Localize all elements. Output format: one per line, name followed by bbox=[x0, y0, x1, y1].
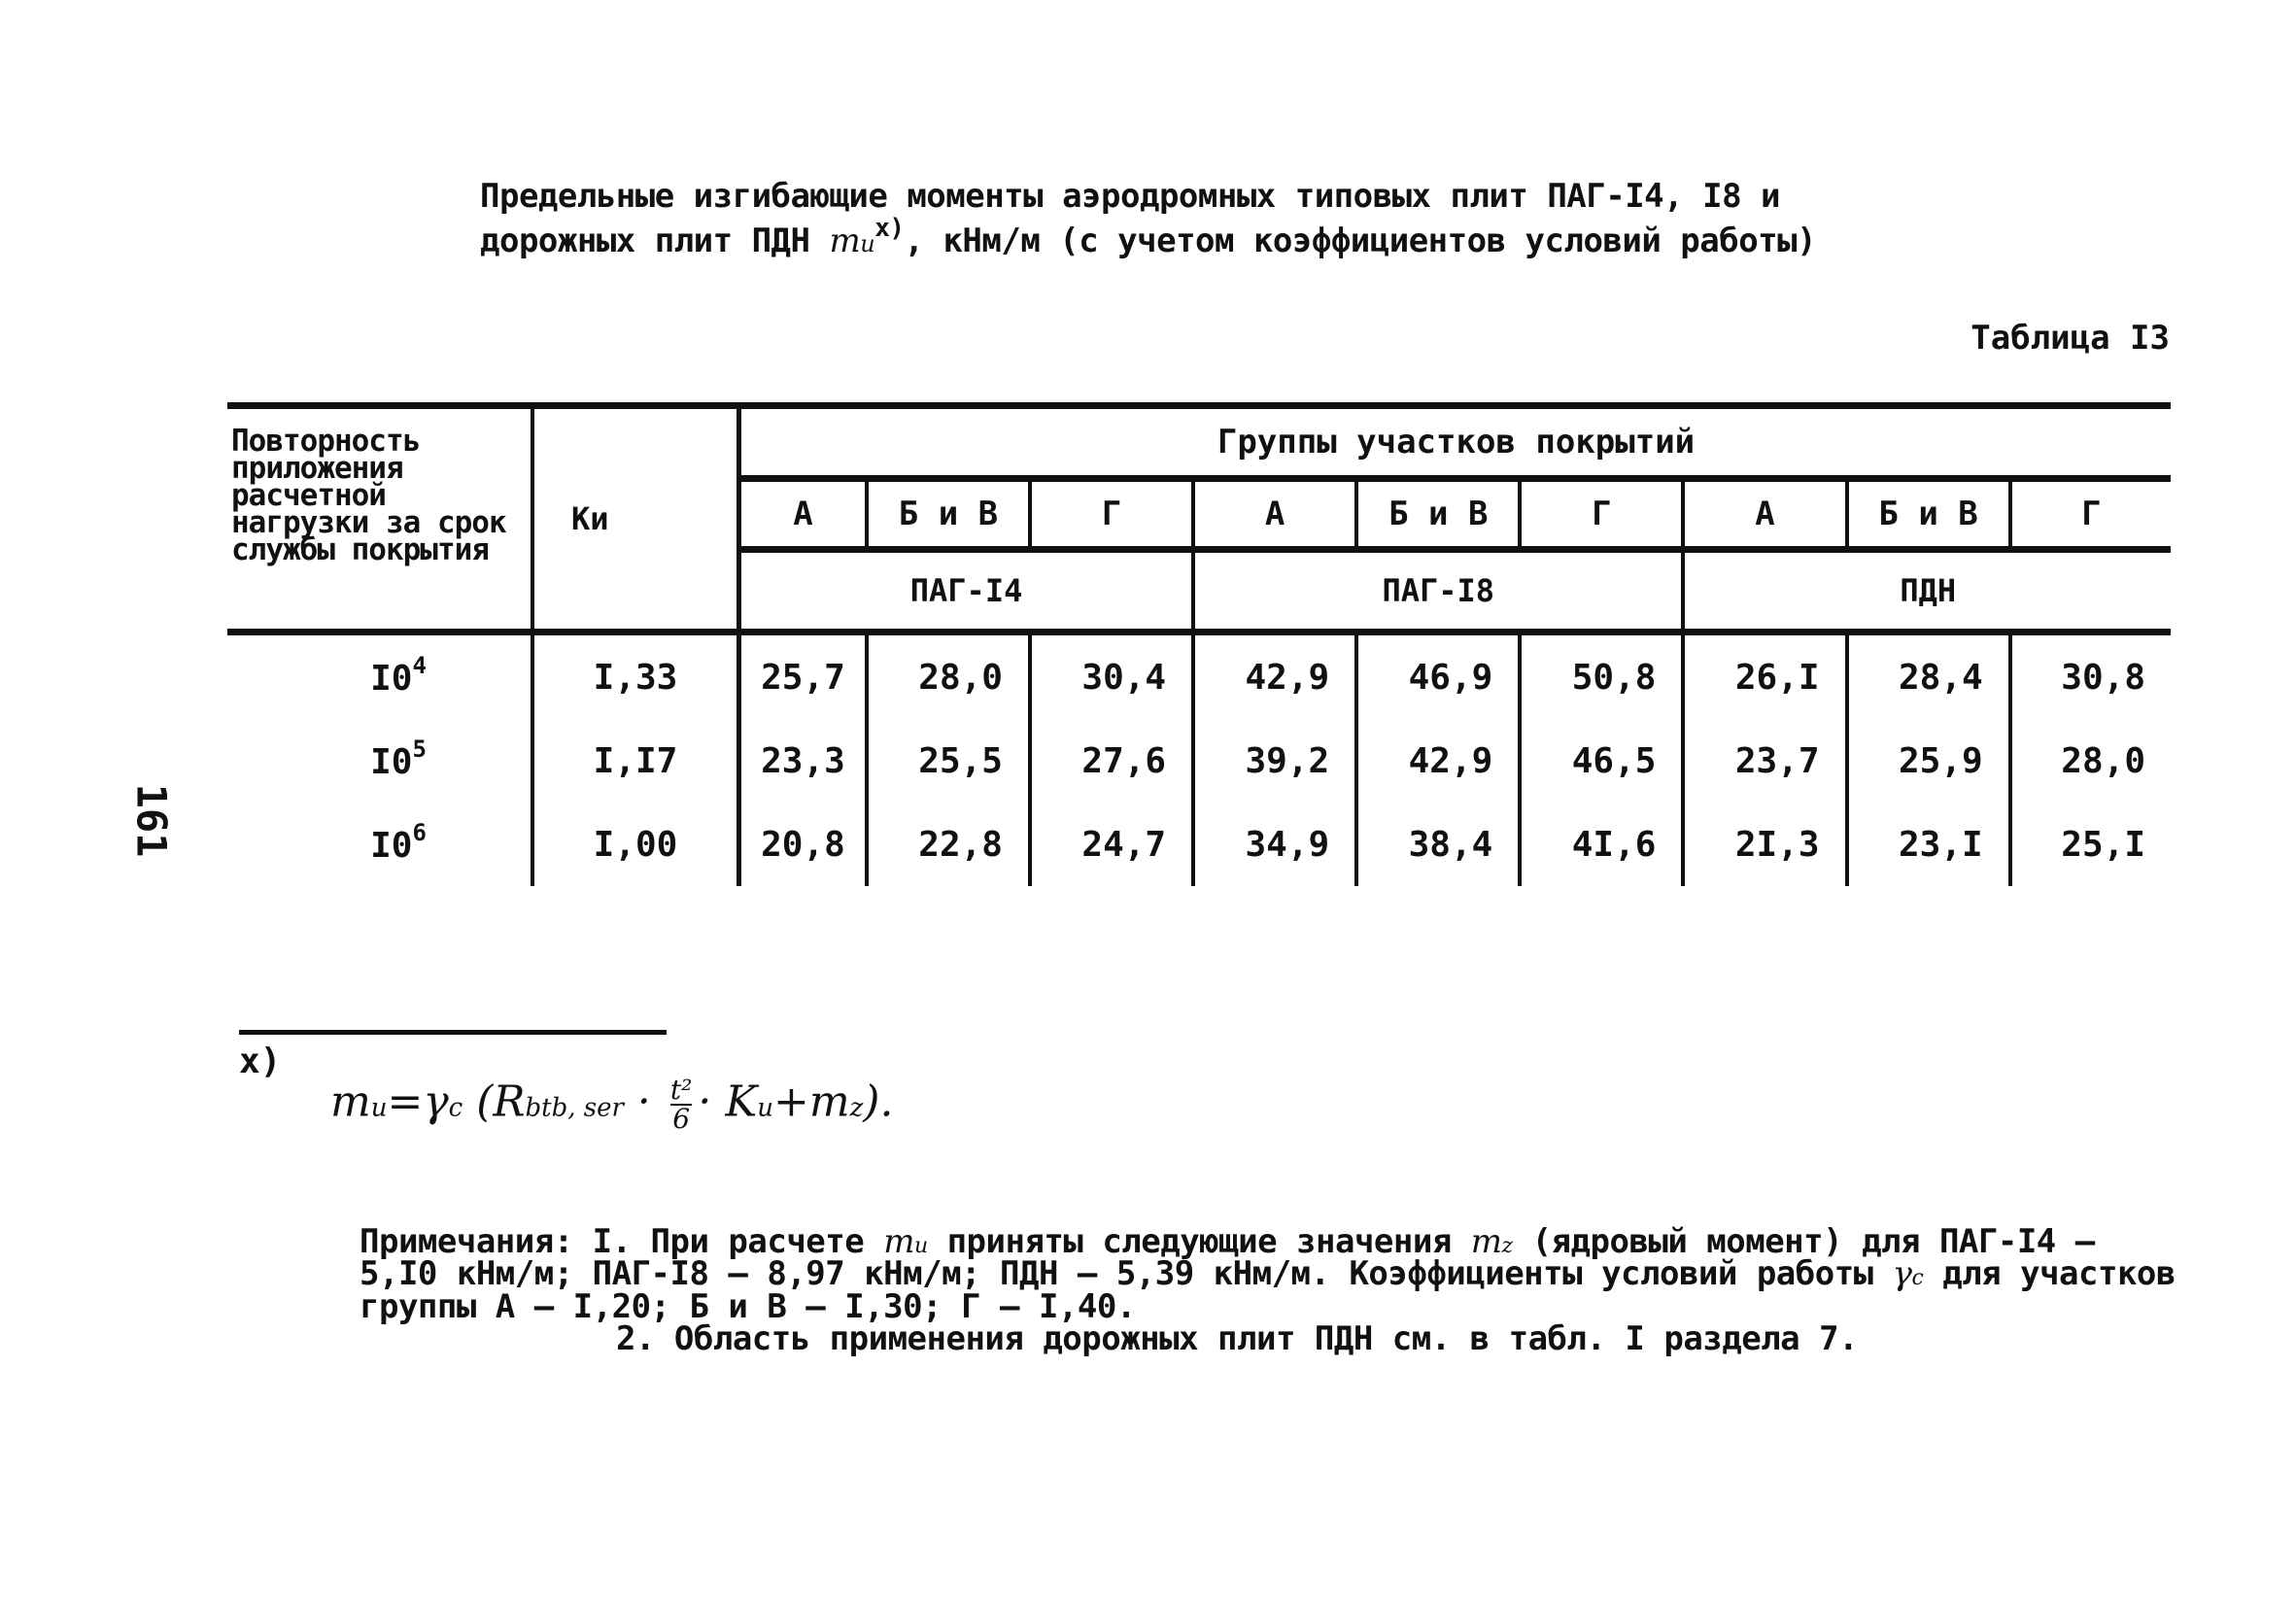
table-number: Таблица I3 bbox=[1970, 319, 2170, 358]
title-mu-symbol: m bbox=[829, 221, 861, 260]
title-line-1: Предельные изгибающие моменты аэродромных типовых плит ПАГ-I4, I8 и bbox=[480, 177, 1780, 216]
notes bbox=[360, 1222, 2176, 1358]
header-group-col: А bbox=[1193, 479, 1356, 550]
cell-value: 50,8 bbox=[1520, 633, 1683, 720]
header-group-col: Г bbox=[1030, 479, 1193, 550]
cell-value: 28,4 bbox=[1847, 633, 2010, 720]
title-footnote-mark: x) bbox=[874, 213, 905, 243]
cell-value: 30,8 bbox=[2010, 633, 2171, 720]
cell-value: 30,4 bbox=[1030, 633, 1193, 720]
moments-table bbox=[227, 402, 2171, 886]
header-repetition: Повторность приложения расчетной нагрузки за срок службы покрытия bbox=[227, 406, 532, 633]
note-2: 2. Область применения дорожных плит ПДН см. в табл. I раздела 7. bbox=[616, 1318, 1859, 1358]
title-line-2 bbox=[480, 213, 2132, 264]
cell-value: 34,9 bbox=[1193, 803, 1356, 886]
header-group-col: Г bbox=[1520, 479, 1683, 550]
cell-value: 23,I bbox=[1847, 803, 2010, 886]
note-1: Примечания: I. При расчете mu приняты следующие значения mz (ядровый момент) для ПАГ-I4 – 5,I0 кНм/м; ПАГ-I8 – 8,97 кНм/м; ПДН – 5,39 кНм/м. Коэффициенты условий работы γc для участков группы А – I,20; Б и В – I,30; Г – I,40. bbox=[360, 1222, 2176, 1326]
header-group-col: А bbox=[1683, 479, 1846, 550]
cell-value: 25,I bbox=[2010, 803, 2171, 886]
table-row bbox=[227, 803, 2171, 886]
cell-value: 42,9 bbox=[1193, 633, 1356, 720]
cell-value: 23,7 bbox=[1683, 719, 1846, 803]
header-group-col: Б и В bbox=[867, 479, 1030, 550]
footnote-mark: x) bbox=[239, 1042, 282, 1081]
cell-value: 28,0 bbox=[2010, 719, 2171, 803]
cell-value: 25,7 bbox=[739, 633, 867, 720]
header-group-col: Б и В bbox=[1847, 479, 2010, 550]
header-plate-pag14: ПАГ-I4 bbox=[739, 550, 1194, 633]
header-plate-pdn: ПДН bbox=[1683, 550, 2171, 633]
title-line-2-post: , кНм/м (с учетом коэффициентов условий работы) bbox=[904, 221, 1817, 260]
header-group-col: Б и В bbox=[1356, 479, 1520, 550]
cell-value: 27,6 bbox=[1030, 719, 1193, 803]
header-plate-pag18: ПАГ-I8 bbox=[1193, 550, 1683, 633]
table-row bbox=[227, 633, 2171, 720]
cell-k: I,I7 bbox=[532, 719, 739, 803]
cell-value: 38,4 bbox=[1356, 803, 1520, 886]
footnote-divider bbox=[239, 1030, 667, 1035]
cell-value: 24,7 bbox=[1030, 803, 1193, 886]
formula-fraction: $\frac{\text{t²}}{6}$ bbox=[669, 1074, 693, 1135]
cell-value: 25,9 bbox=[1847, 719, 2010, 803]
cell-repetition: $I0^6$ bbox=[370, 819, 427, 866]
footnote-formula: mu=γc (Rbtb, ser · $\frac{\text{t²}}{6}$ · Ku+mz). bbox=[330, 1074, 894, 1135]
title-mu-subscript: u bbox=[860, 229, 875, 257]
cell-repetition: $I0^5$ bbox=[370, 735, 427, 782]
header-group-col: Г bbox=[2010, 479, 2171, 550]
table-title bbox=[480, 175, 2132, 264]
cell-value: 4I,6 bbox=[1520, 803, 1683, 886]
cell-value: 26,I bbox=[1683, 633, 1846, 720]
table-row bbox=[227, 719, 2171, 803]
cell-value: 2I,3 bbox=[1683, 803, 1846, 886]
cell-value: 39,2 bbox=[1193, 719, 1356, 803]
cell-value: 20,8 bbox=[739, 803, 867, 886]
cell-k: I,00 bbox=[532, 803, 739, 886]
cell-value: 42,9 bbox=[1356, 719, 1520, 803]
title-line-2-pre: дорожных плит ПДН bbox=[480, 221, 830, 260]
cell-value: 22,8 bbox=[867, 803, 1030, 886]
header-group-col: А bbox=[739, 479, 867, 550]
cell-value: 46,9 bbox=[1356, 633, 1520, 720]
cell-value: 46,5 bbox=[1520, 719, 1683, 803]
cell-repetition: $I0^4$ bbox=[370, 652, 427, 699]
cell-value: 23,3 bbox=[739, 719, 867, 803]
cell-k: I,33 bbox=[532, 633, 739, 720]
header-groups: Группы участков покрытий bbox=[739, 406, 2172, 479]
header-k: Kи bbox=[532, 406, 739, 633]
cell-value: 25,5 bbox=[867, 719, 1030, 803]
page-number: 161 bbox=[127, 783, 176, 858]
cell-value: 28,0 bbox=[867, 633, 1030, 720]
